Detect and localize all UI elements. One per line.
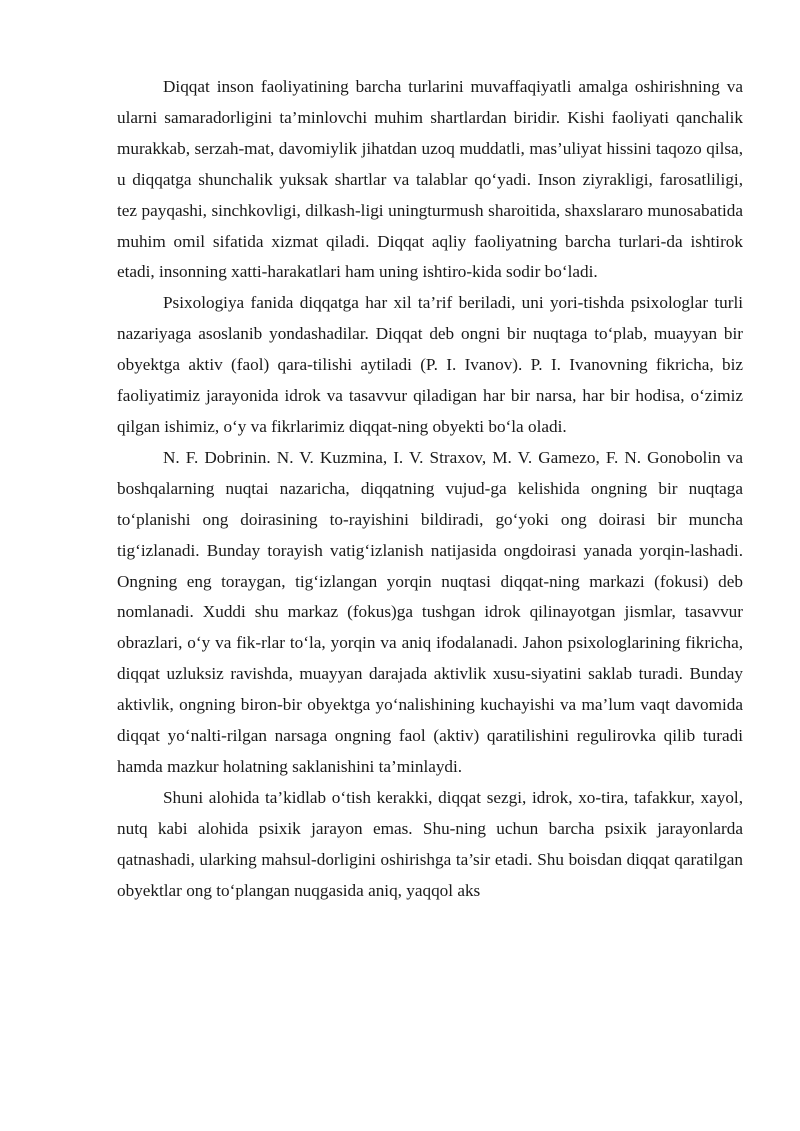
- paragraph-attention-focus: N. F. Dobrinin. N. V. Kuzmina, I. V. Straxov, M. V. Gamezo, F. N. Gonobolin va boshqalarning nuqtai nazaricha, diqqatning vujud-ga kelishida ongning bir nuqtaga to‘planishi ong doirasining to-rayishini bildiradi, go‘yoki ong doirasi bir muncha tig‘izlanadi. Bunday torayish vatig‘izlanish natijasida ongdoirasi yanada yorqin-lashadi. Ongning eng toraygan, tig‘izlangan yorqin nuqtasi diqqat-ning markazi (fokusi) deb nomlanadi. Xuddi shu markaz (fokus)ga tushgan idrok qilinayotgan jismlar, tasavvur obrazlari, o‘y va fik-rlar to‘la, yorqin va aniq ifodalanadi. Jahon psixologlarining fikricha, diqqat uzluksiz ravishda, muayyan darajada aktivlik xusu-siyatini saklab turadi. Bunday aktivlik, ongning biron-bir obyektga yo‘nalishining kuchayishi va ma’lum vaqt davomida diqqat yo‘nalti-rilgan narsaga ongning faol (aktiv) qaratilishini regulirovka qilib turadi hamda mazkur holatning saklanishini ta’minlaydi.: [117, 447, 743, 776]
- paragraph-attention-definition: Psixologiya fanida diqqatga har xil ta’rif beriladi, uni yori-tishda psixologlar turli nazariyaga asoslanib yondashadilar. Diqqat deb ongni bir nuqtaga to‘plab, muayyan bir obyektga aktiv (faol) qara-tilishi aytiladi (P. I. Ivanov). P. I. Ivanovning fikricha, biz faoliyatimiz jarayonida idrok va tasavvur qiladigan har bir narsa, har bir hodisa, o‘zimiz qilgan ishimiz, o‘y va fikrlarimiz diqqat-ning obyekti bo‘la oladi.: [117, 293, 743, 436]
- document-page: [117, 72, 743, 906]
- paragraph-attention-importance: Diqqat inson faoliyatining barcha turlarini muvaffaqiyatli amalga oshirishning va ularni samaradorligini ta’minlovchi muhim shartlardan biridir. Kishi faoliyati qanchalik murakkab, serzah-mat, davomiylik jihatdan uzoq muddatli, mas’uliyat hissini taqozo qilsa, u diqqatga shunchalik yuksak shartlar va talablar qo‘yadi. Inson ziyrakligi, farosatliligi, tez payqashi, sinchkovligi, dilkash-ligi uningturmush sharoitida, shaxslararo munosabatida muhim omil sifatida xizmat qiladi. Diqqat aqliy faoliyatning barcha turlari-da ishtirok etadi, insonning xatti-harakatlari ham uning ishtiro-kida sodir bo‘ladi.: [117, 77, 743, 282]
- paragraph-attention-psychic-process: Shuni alohida ta’kidlab o‘tish kerakki, diqqat sezgi, idrok, xo-tira, tafakkur, xayol, nutq kabi alohida psixik jarayon emas. Shu-ning uchun barcha psixik jarayonlarda qatnashadi, ularking mahsul-dorligini oshirishga ta’sir etadi. Shu boisdan diqqat qaratilgan obyektlar ong to‘plangan nuqgasida aniq, yaqqol aks: [117, 787, 743, 900]
